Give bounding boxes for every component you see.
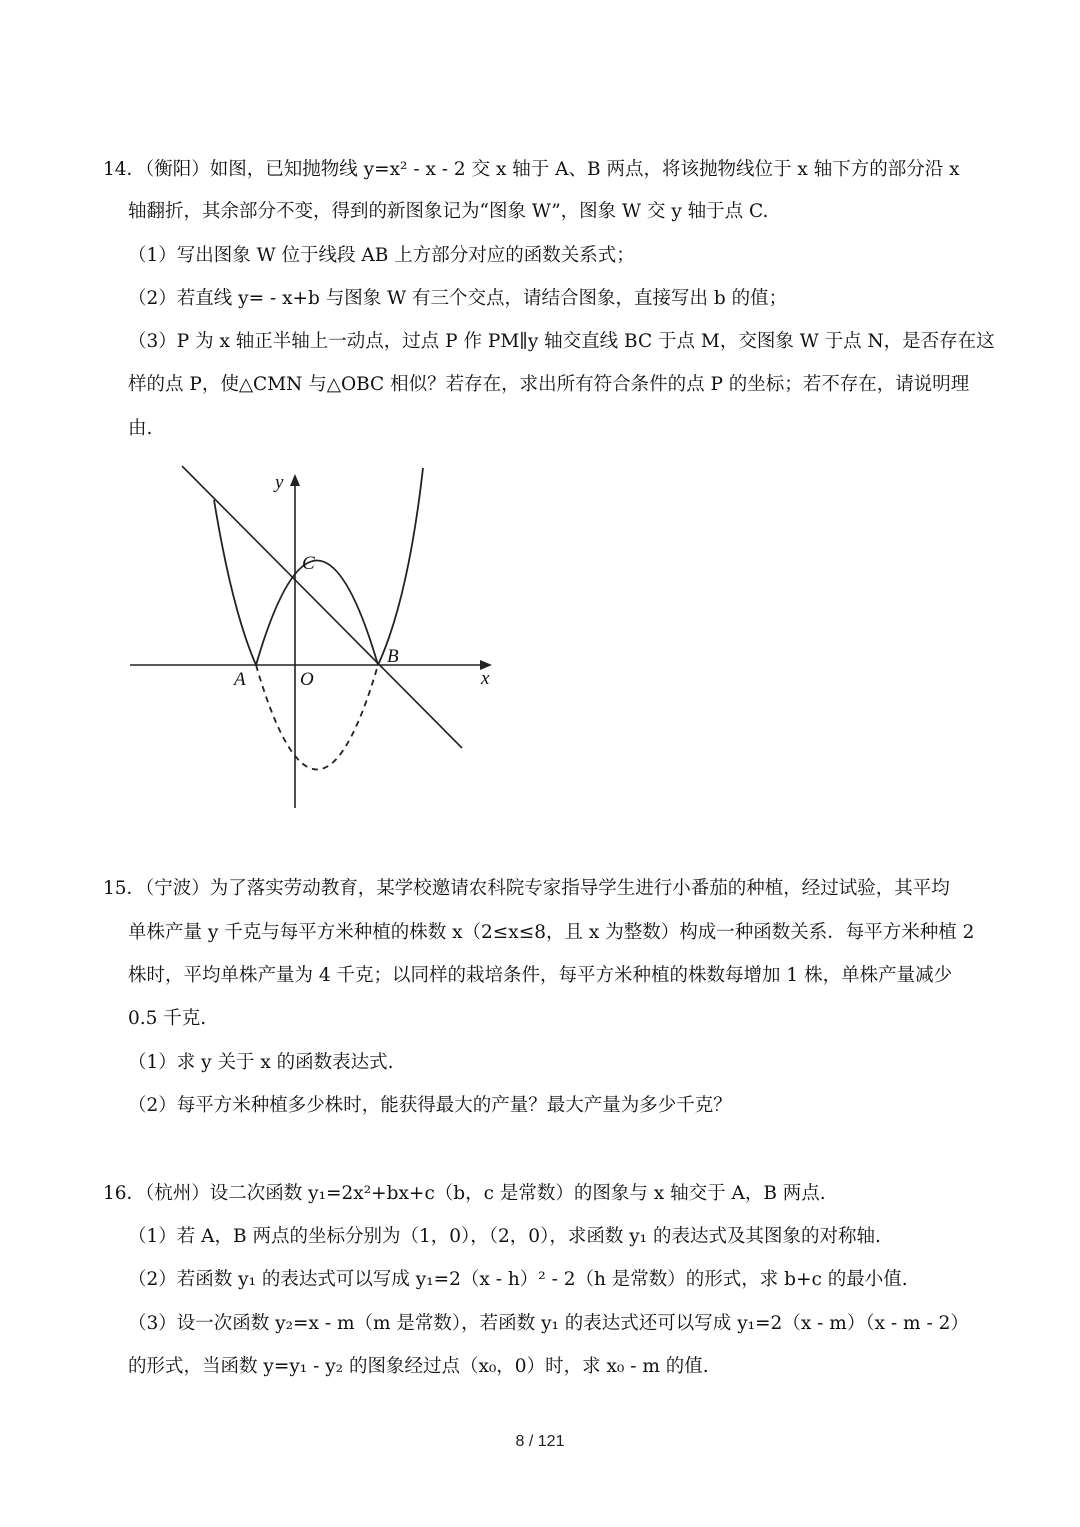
flipped-arch [256, 561, 378, 666]
q16-part-1: （1）若 A，B 两点的坐标分别为（1，0），（2，0），求函数 y₁ 的表达式及其图象的对称轴. [128, 1226, 881, 1247]
q16-part-3-cont: 的形式，当函数 y=y₁ - y₂ 的图象经过点（x₀，0）时，求 x₀ - m 的值. [128, 1356, 709, 1377]
q14-part-3-end: 由. [128, 418, 153, 439]
q15-line-3: 株时，平均单株产量为 4 千克；以同样的栽培条件，每平方米种植的株数每增加 1 株，单株产量减少 [128, 965, 953, 986]
page-number: 8 / 121 [515, 1433, 565, 1450]
line-bc [182, 466, 462, 748]
q15-line-2: 单株产量 y 千克与每平方米种植的株数 x（2≤x≤8，且 x 为整数）构成一种函数关系．每平方米种植 2 [128, 922, 975, 943]
q14-line-1: 14．（衡阳）如图，已知抛物线 y=x² - x - 2 交 x 轴于 A、B 两点，将该抛物线位于 x 轴下方的部分沿 x [103, 159, 960, 180]
q16-part-2: （2）若函数 y₁ 的表达式可以写成 y₁=2（x - h）² - 2（h 是常数）的形式，求 b+c 的最小值. [128, 1269, 908, 1290]
label-x: x [481, 668, 490, 689]
label-b: B [387, 646, 399, 667]
q14-part-3-cont: 样的点 P，使△CMN 与△OBC 相似？若存在，求出所有符合条件的点 P 的坐标；若不存在，请说明理 [128, 374, 970, 395]
q14-part-1: （1）写出图象 W 位于线段 AB 上方部分对应的函数关系式； [128, 245, 635, 266]
q16-line-1: 16．（杭州）设二次函数 y₁=2x²+bx+c（b，c 是常数）的图象与 x 轴交于 A，B 两点. [103, 1183, 826, 1204]
label-a: A [234, 669, 246, 690]
q16-part-3: （3）设一次函数 y₂=x - m（m 是常数），若函数 y₁ 的表达式还可以写成 y₁=2（x - m）（x - m - 2） [128, 1313, 969, 1334]
y-axis-arrow [290, 474, 300, 486]
q15-part-1: （1）求 y 关于 x 的函数表达式. [128, 1052, 394, 1073]
q14-line-2: 轴翻折，其余部分不变，得到的新图象记为“图象 W”，图象 W 交 y 轴于点 C. [128, 201, 769, 222]
parabola-right-branch [378, 468, 423, 665]
label-c: C [302, 553, 315, 574]
q14-part-3: （3）P 为 x 轴正半轴上一动点，过点 P 作 PM∥y 轴交直线 BC 于点 M，交图象 W 于点 N，是否存在这 [128, 331, 995, 352]
q14-part-2: （2）若直线 y= - x+b 与图象 W 有三个交点，请结合图象，直接写出 b 的值； [128, 288, 788, 309]
original-lower-part [256, 665, 378, 770]
label-o: O [300, 669, 314, 690]
q15-line-4: 0.5 千克. [128, 1008, 207, 1029]
parabola-left-branch [214, 500, 256, 665]
q15-part-2: （2）每平方米种植多少株时，能获得最大的产量？最大产量为多少千克？ [128, 1095, 732, 1116]
label-y: y [275, 472, 284, 493]
q15-line-1: 15．（宁波）为了落实劳动教育，某学校邀请农科院专家指导学生进行小番茄的种植，经过试验，其平均 [103, 878, 950, 899]
